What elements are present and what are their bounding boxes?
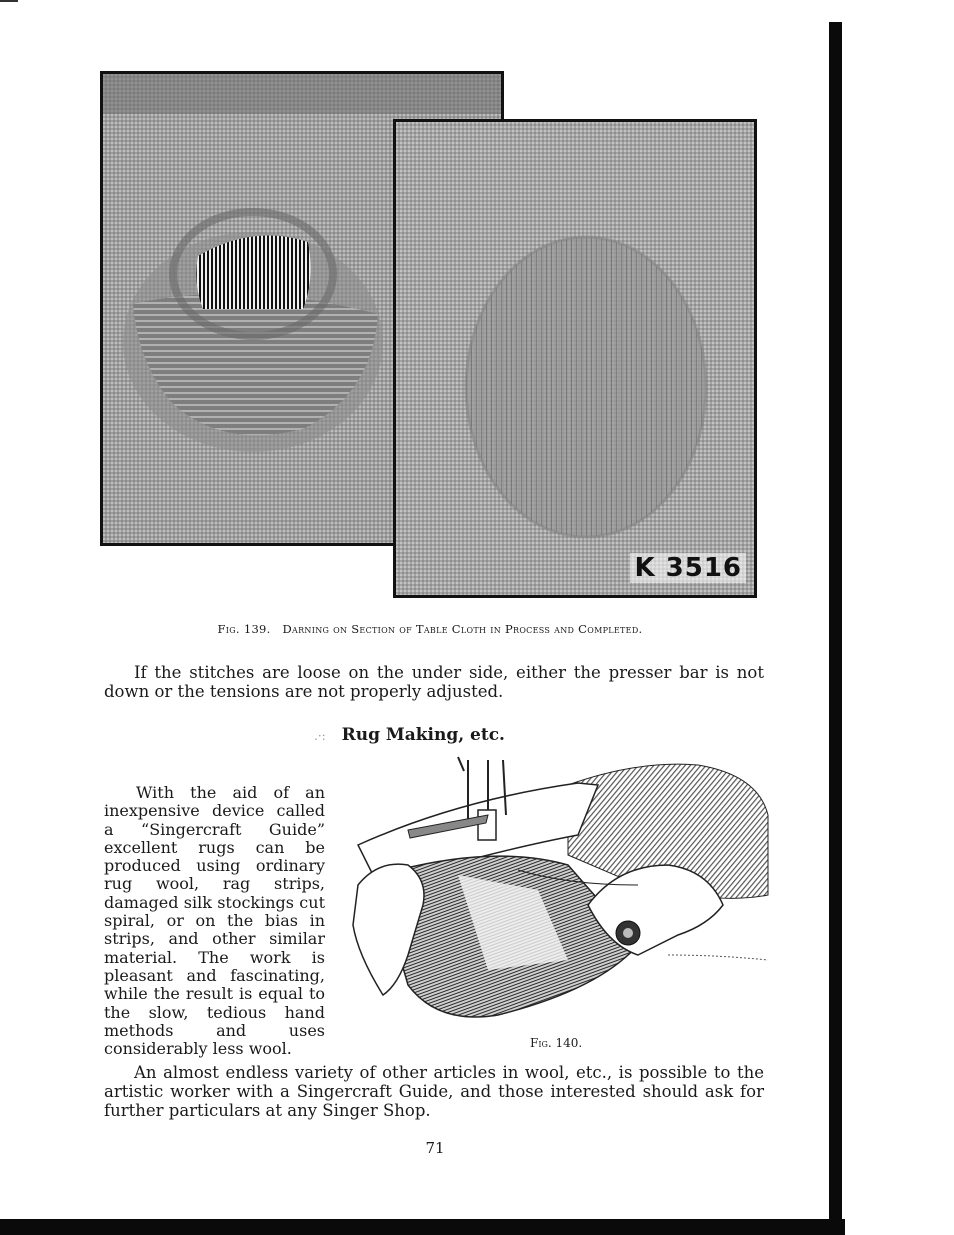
darning-completed-image [396,122,754,595]
scan-edge-bottom [0,1219,845,1235]
plate-number: K 3516 [630,553,746,583]
heading-ornament-icon: .·: [314,729,326,743]
scan-margin-right [842,0,954,1235]
section-heading [314,725,505,745]
figure-139-caption [100,622,760,636]
paragraph-articles: An almost endless variety of other articles in wool, etc., is possible to the artistic worker with a Singercraft Guide, and those interested should ask for further particulars at any Singer Shop. [104,1063,764,1120]
page-number: 71 [425,1139,445,1157]
rug-making-illustration [338,755,770,1030]
figure-139-label: Fig. 139. [217,622,271,636]
scan-corner-mark [0,0,18,2]
paragraph-singercraft: With the aid of an inexpensive device called a “Singercraft Guide” excellent rugs can be produced using ordinary rug wool, rag strips, damaged silk stockings cut spiral, or on the bias in strips, and other similar material. The work is pleasant and fascinating, while the result is equal to the slow, tedious hand methods and uses considerably less wool. [104,783,325,1059]
section-heading-text: Rug Making, etc. [341,725,505,745]
figure-139-description: Darning on Section of Table Cloth in Process and Completed. [282,622,643,636]
darning-completed-photo [393,119,757,598]
paragraph-stitches: If the stitches are loose on the under side, either the presser bar is not down or the tensions are not properly adjusted. [104,663,764,701]
figure-140-caption: Fig. 140. [530,1036,583,1050]
